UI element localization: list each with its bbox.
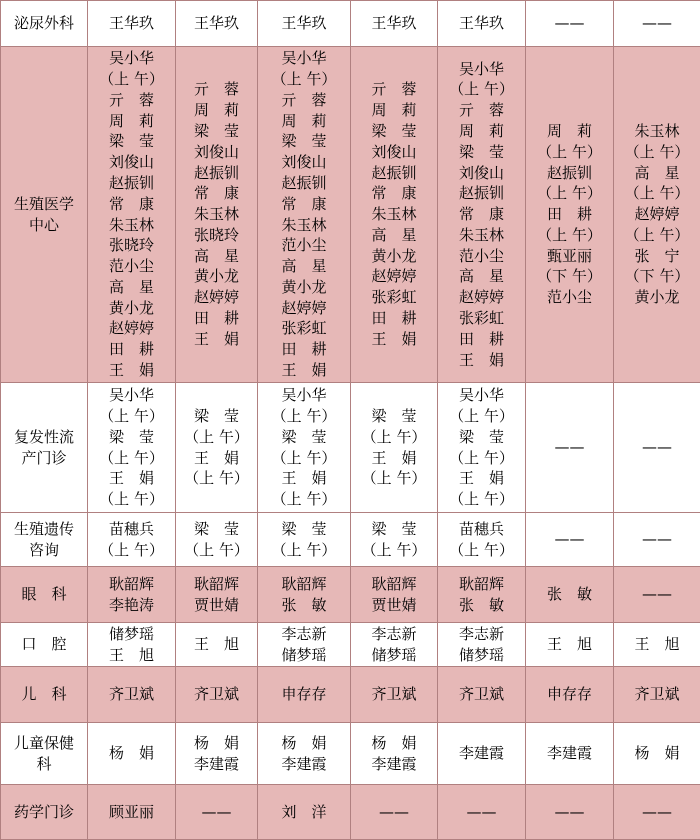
doctor-entry: 梁 莹 — [176, 121, 257, 142]
schedule-cell — [438, 567, 526, 623]
doctor-entry: 范小尘 — [88, 256, 175, 277]
no-clinic-dash: —— — [176, 802, 257, 823]
schedule-cell — [258, 567, 351, 623]
schedule-cell — [526, 1, 614, 47]
doctor-entry: 王 娟 — [176, 329, 257, 350]
schedule-cell — [438, 623, 526, 667]
doctor-entry: 范小尘 — [258, 235, 350, 256]
doctor-entry: 李建霞 — [526, 743, 613, 764]
no-clinic-dash: —— — [351, 802, 437, 823]
doctor-entry: 李建霞 — [258, 754, 350, 775]
doctor-entry: （上 午） — [176, 427, 257, 448]
department-name: 口 腔 — [1, 623, 88, 667]
no-clinic-dash: —— — [614, 13, 700, 34]
schedule-cell — [614, 513, 700, 567]
doctor-entry: 储梦瑶 — [351, 645, 437, 666]
doctor-entry: 张彩虹 — [438, 308, 525, 329]
doctor-entry: 耿韶辉 — [438, 574, 525, 595]
department-name: 生殖医学 中心 — [1, 47, 88, 383]
doctor-entry: （上 午） — [176, 468, 257, 489]
schedule-cell — [176, 667, 258, 723]
doctor-entry: 李建霞 — [438, 743, 525, 764]
doctor-entry: 王 娟 — [88, 468, 175, 489]
doctor-entry: 高 星 — [614, 163, 700, 184]
doctor-entry: （上 午） — [438, 406, 525, 427]
doctor-entry: 刘俊山 — [258, 152, 350, 173]
doctor-entry: 朱玉林 — [351, 204, 437, 225]
schedule-cell — [88, 567, 176, 623]
doctor-entry: 田 耕 — [258, 339, 350, 360]
doctor-entry: 吴小华 — [438, 59, 525, 80]
schedule-cell — [438, 723, 526, 785]
doctor-entry: （上 午） — [526, 142, 613, 163]
schedule-cell — [438, 667, 526, 723]
schedule-row — [1, 1, 700, 47]
doctor-entry: 刘俊山 — [88, 152, 175, 173]
schedule-cell — [614, 383, 700, 513]
doctor-entry: 王 娟 — [438, 350, 525, 371]
doctor-entry: 高 星 — [438, 266, 525, 287]
doctor-entry: （上 午） — [176, 540, 257, 561]
doctor-entry: 赵婷婷 — [258, 298, 350, 319]
doctor-entry: 常 康 — [176, 183, 257, 204]
doctor-entry: 常 康 — [438, 204, 525, 225]
doctor-entry: 田 耕 — [88, 339, 175, 360]
doctor-entry: 李志新 — [258, 624, 350, 645]
schedule-cell — [351, 513, 438, 567]
doctor-entry: 耿韶辉 — [258, 574, 350, 595]
doctor-entry: 梁 莹 — [258, 519, 350, 540]
doctor-entry: 王 旭 — [88, 645, 175, 666]
doctor-entry: 田 耕 — [526, 204, 613, 225]
doctor-entry: 范小尘 — [526, 287, 613, 308]
schedule-cell — [351, 723, 438, 785]
schedule-cell — [258, 723, 351, 785]
schedule-cell — [88, 723, 176, 785]
schedule-row — [1, 47, 700, 383]
doctor-entry: 梁 莹 — [88, 427, 175, 448]
doctor-entry: （上 午） — [438, 79, 525, 100]
schedule-cell — [351, 667, 438, 723]
doctor-entry: 刘俊山 — [438, 163, 525, 184]
department-name: 药学门诊 — [1, 785, 88, 840]
doctor-entry: 高 星 — [176, 246, 257, 267]
schedule-cell — [526, 513, 614, 567]
schedule-row — [1, 785, 700, 840]
doctor-entry: 刘 洋 — [258, 802, 350, 823]
doctor-entry: 储梦瑶 — [88, 624, 175, 645]
schedule-cell — [526, 667, 614, 723]
schedule-cell — [351, 47, 438, 383]
doctor-entry: （上 午） — [258, 69, 350, 90]
doctor-entry: 亓 蓉 — [88, 90, 175, 111]
doctor-entry: （上 午） — [614, 183, 700, 204]
doctor-entry: 张 宁 — [614, 246, 700, 267]
doctor-entry: 赵婷婷 — [176, 287, 257, 308]
doctor-entry: 赵婷婷 — [88, 318, 175, 339]
doctor-entry: 齐卫斌 — [351, 684, 437, 705]
schedule-cell — [526, 723, 614, 785]
doctor-entry: （上 午） — [88, 69, 175, 90]
schedule-row — [1, 667, 700, 723]
schedule-cell — [614, 667, 700, 723]
doctor-entry: 储梦瑶 — [258, 645, 350, 666]
no-clinic-dash: —— — [614, 584, 700, 605]
schedule-cell — [176, 785, 258, 840]
schedule-cell — [258, 785, 351, 840]
doctor-entry: 顾亚丽 — [88, 802, 175, 823]
doctor-entry: 申存存 — [526, 684, 613, 705]
doctor-entry: 赵婷婷 — [614, 204, 700, 225]
doctor-entry: 常 康 — [258, 194, 350, 215]
schedule-cell — [526, 623, 614, 667]
doctor-entry: 杨 娟 — [351, 733, 437, 754]
schedule-cell — [438, 383, 526, 513]
doctor-entry: 梁 莹 — [438, 142, 525, 163]
doctor-entry: 耿韶辉 — [351, 574, 437, 595]
doctor-entry: 亓 蓉 — [438, 100, 525, 121]
doctor-entry: 杨 娟 — [614, 743, 700, 764]
department-name: 生殖遗传 咨询 — [1, 513, 88, 567]
doctor-entry: 张 敏 — [526, 584, 613, 605]
doctor-entry: （上 午） — [351, 468, 437, 489]
no-clinic-dash: —— — [526, 802, 613, 823]
doctor-entry: （下 午） — [614, 266, 700, 287]
schedule-cell — [526, 785, 614, 840]
schedule-cell — [88, 513, 176, 567]
schedule-cell — [351, 1, 438, 47]
schedule-cell — [176, 623, 258, 667]
doctor-entry: （上 午） — [351, 427, 437, 448]
doctor-entry: 黄小龙 — [258, 277, 350, 298]
doctor-entry: 张晓玲 — [88, 235, 175, 256]
schedule-cell — [176, 723, 258, 785]
doctor-entry: 齐卫斌 — [88, 684, 175, 705]
doctor-entry: 齐卫斌 — [438, 684, 525, 705]
doctor-entry: 李建霞 — [351, 754, 437, 775]
doctor-entry: 李建霞 — [176, 754, 257, 775]
doctor-entry: 李艳涛 — [88, 595, 175, 616]
doctor-entry: 贾世婧 — [176, 595, 257, 616]
department-name: 儿童保健 科 — [1, 723, 88, 785]
doctor-entry: 田 耕 — [176, 308, 257, 329]
doctor-entry: 张彩虹 — [351, 287, 437, 308]
doctor-entry: 梁 莹 — [351, 519, 437, 540]
doctor-entry: 黄小龙 — [88, 298, 175, 319]
doctor-entry: 赵婷婷 — [351, 266, 437, 287]
schedule-cell — [614, 47, 700, 383]
doctor-entry: 赵振钏 — [176, 163, 257, 184]
doctor-entry: 黄小龙 — [614, 287, 700, 308]
doctor-entry: 周 莉 — [258, 111, 350, 132]
schedule-cell — [438, 47, 526, 383]
doctor-entry: 吴小华 — [88, 48, 175, 69]
doctor-entry: 朱玉林 — [88, 215, 175, 236]
doctor-entry: （上 午） — [88, 448, 175, 469]
schedule-cell — [438, 513, 526, 567]
doctor-entry: （上 午） — [258, 406, 350, 427]
doctor-entry: 杨 娟 — [258, 733, 350, 754]
doctor-entry: （上 午） — [351, 540, 437, 561]
schedule-row — [1, 383, 700, 513]
doctor-entry: 梁 莹 — [351, 406, 437, 427]
department-name: 复发性流 产门诊 — [1, 383, 88, 513]
doctor-entry: 杨 娟 — [88, 743, 175, 764]
no-clinic-dash: —— — [614, 437, 700, 458]
doctor-entry: 王 娟 — [351, 329, 437, 350]
doctor-entry: 梁 莹 — [88, 131, 175, 152]
schedule-cell — [88, 383, 176, 513]
no-clinic-dash: —— — [526, 529, 613, 550]
doctor-entry: 高 星 — [88, 277, 175, 298]
doctor-entry: 亓 蓉 — [176, 79, 257, 100]
doctor-entry: 高 星 — [258, 256, 350, 277]
doctor-entry: （下 午） — [526, 266, 613, 287]
schedule-cell — [88, 667, 176, 723]
doctor-entry: （上 午） — [438, 448, 525, 469]
doctor-entry: 张彩虹 — [258, 318, 350, 339]
doctor-entry: 张 敏 — [438, 595, 525, 616]
doctor-entry: 王华玖 — [351, 13, 437, 34]
doctor-entry: （上 午） — [88, 489, 175, 510]
schedule-cell — [258, 383, 351, 513]
doctor-entry: 张晓玲 — [176, 225, 257, 246]
doctor-entry: 周 莉 — [176, 100, 257, 121]
doctor-entry: 赵振钏 — [438, 183, 525, 204]
doctor-entry: 苗穗兵 — [88, 519, 175, 540]
doctor-entry: 刘俊山 — [176, 142, 257, 163]
doctor-entry: 周 莉 — [88, 111, 175, 132]
doctor-entry: 朱玉林 — [258, 215, 350, 236]
schedule-body — [1, 1, 700, 840]
schedule-cell — [176, 47, 258, 383]
schedule-cell — [258, 623, 351, 667]
schedule-cell — [526, 47, 614, 383]
department-name: 儿 科 — [1, 667, 88, 723]
schedule-cell — [438, 1, 526, 47]
doctor-entry: 赵婷婷 — [438, 287, 525, 308]
schedule-row — [1, 623, 700, 667]
doctor-entry: 杨 娟 — [176, 733, 257, 754]
doctor-entry: 高 星 — [351, 225, 437, 246]
doctor-entry: 梁 莹 — [258, 427, 350, 448]
schedule-row — [1, 513, 700, 567]
department-name: 泌尿外科 — [1, 1, 88, 47]
schedule-row — [1, 723, 700, 785]
doctor-entry: 范小尘 — [438, 246, 525, 267]
schedule-row — [1, 567, 700, 623]
no-clinic-dash: —— — [526, 437, 613, 458]
doctor-entry: （上 午） — [614, 142, 700, 163]
doctor-entry: 黄小龙 — [351, 246, 437, 267]
doctor-entry: 齐卫斌 — [176, 684, 257, 705]
schedule-cell — [88, 623, 176, 667]
doctor-entry: 王 娟 — [258, 468, 350, 489]
schedule-cell — [258, 667, 351, 723]
schedule-cell — [88, 1, 176, 47]
doctor-entry: 田 耕 — [438, 329, 525, 350]
doctor-entry: （上 午） — [614, 225, 700, 246]
doctor-entry: 申存存 — [258, 684, 350, 705]
doctor-entry: 王 娟 — [438, 468, 525, 489]
doctor-entry: 梁 莹 — [351, 121, 437, 142]
doctor-entry: 周 莉 — [438, 121, 525, 142]
no-clinic-dash: —— — [614, 802, 700, 823]
doctor-entry: 田 耕 — [351, 308, 437, 329]
schedule-cell — [258, 1, 351, 47]
doctor-entry: 李志新 — [438, 624, 525, 645]
doctor-entry: （上 午） — [88, 540, 175, 561]
schedule-cell — [351, 383, 438, 513]
doctor-entry: 王 旭 — [526, 634, 613, 655]
doctor-entry: 王 娟 — [88, 360, 175, 381]
doctor-entry: 常 康 — [88, 194, 175, 215]
schedule-cell — [526, 567, 614, 623]
schedule-cell — [526, 383, 614, 513]
doctor-entry: 亓 蓉 — [258, 90, 350, 111]
doctor-entry: （上 午） — [258, 540, 350, 561]
doctor-entry: （上 午） — [258, 489, 350, 510]
schedule-cell — [351, 623, 438, 667]
doctor-entry: 储梦瑶 — [438, 645, 525, 666]
doctor-entry: （上 午） — [526, 225, 613, 246]
doctor-entry: 赵振钏 — [351, 163, 437, 184]
doctor-entry: （上 午） — [526, 183, 613, 204]
schedule-cell — [176, 567, 258, 623]
doctor-entry: 黄小龙 — [176, 266, 257, 287]
schedule-cell — [614, 723, 700, 785]
schedule-cell — [88, 47, 176, 383]
doctor-entry: 甄亚丽 — [526, 246, 613, 267]
doctor-entry: 朱玉林 — [614, 121, 700, 142]
schedule-cell — [351, 567, 438, 623]
schedule-cell — [614, 1, 700, 47]
schedule-cell — [614, 785, 700, 840]
doctor-entry: 王 娟 — [258, 360, 350, 381]
schedule-cell — [438, 785, 526, 840]
doctor-entry: 周 莉 — [526, 121, 613, 142]
doctor-entry: 常 康 — [351, 183, 437, 204]
doctor-entry: 王华玖 — [258, 13, 350, 34]
doctor-entry: 王 旭 — [614, 634, 700, 655]
doctor-entry: 朱玉林 — [176, 204, 257, 225]
doctor-entry: 张 敏 — [258, 595, 350, 616]
schedule-cell — [176, 513, 258, 567]
doctor-entry: 王 娟 — [351, 448, 437, 469]
doctor-entry: 赵振钏 — [526, 163, 613, 184]
doctor-entry: 王华玖 — [88, 13, 175, 34]
doctor-entry: 梁 莹 — [258, 131, 350, 152]
schedule-cell — [176, 383, 258, 513]
doctor-entry: 朱玉林 — [438, 225, 525, 246]
doctor-entry: 刘俊山 — [351, 142, 437, 163]
doctor-entry: 赵振钏 — [258, 173, 350, 194]
department-name: 眼 科 — [1, 567, 88, 623]
doctor-entry: 梁 莹 — [176, 406, 257, 427]
doctor-entry: （上 午） — [438, 489, 525, 510]
doctor-entry: 周 莉 — [351, 100, 437, 121]
doctor-entry: 王华玖 — [438, 13, 525, 34]
doctor-entry: 吴小华 — [258, 48, 350, 69]
doctor-entry: （上 午） — [88, 406, 175, 427]
doctor-entry: 梁 莹 — [176, 519, 257, 540]
schedule-cell — [258, 47, 351, 383]
doctor-entry: 梁 莹 — [438, 427, 525, 448]
no-clinic-dash: —— — [438, 802, 525, 823]
no-clinic-dash: —— — [614, 529, 700, 550]
doctor-entry: 吴小华 — [438, 385, 525, 406]
schedule-cell — [176, 1, 258, 47]
doctor-entry: 耿韶辉 — [176, 574, 257, 595]
doctor-entry: 耿韶辉 — [88, 574, 175, 595]
doctor-entry: 贾世婧 — [351, 595, 437, 616]
doctor-entry: 李志新 — [351, 624, 437, 645]
schedule-cell — [614, 567, 700, 623]
schedule-cell — [88, 785, 176, 840]
schedule-cell — [351, 785, 438, 840]
doctor-entry: 齐卫斌 — [614, 684, 700, 705]
doctor-entry: 赵振钏 — [88, 173, 175, 194]
doctor-entry: （上 午） — [438, 540, 525, 561]
doctor-entry: 亓 蓉 — [351, 79, 437, 100]
doctor-entry: （上 午） — [258, 448, 350, 469]
doctor-entry: 王华玖 — [176, 13, 257, 34]
doctor-entry: 吴小华 — [258, 385, 350, 406]
doctor-entry: 王 旭 — [176, 634, 257, 655]
doctor-entry: 王 娟 — [176, 448, 257, 469]
doctor-entry: 苗穗兵 — [438, 519, 525, 540]
doctor-entry: 吴小华 — [88, 385, 175, 406]
schedule-cell — [614, 623, 700, 667]
schedule-cell — [258, 513, 351, 567]
no-clinic-dash: —— — [526, 13, 613, 34]
